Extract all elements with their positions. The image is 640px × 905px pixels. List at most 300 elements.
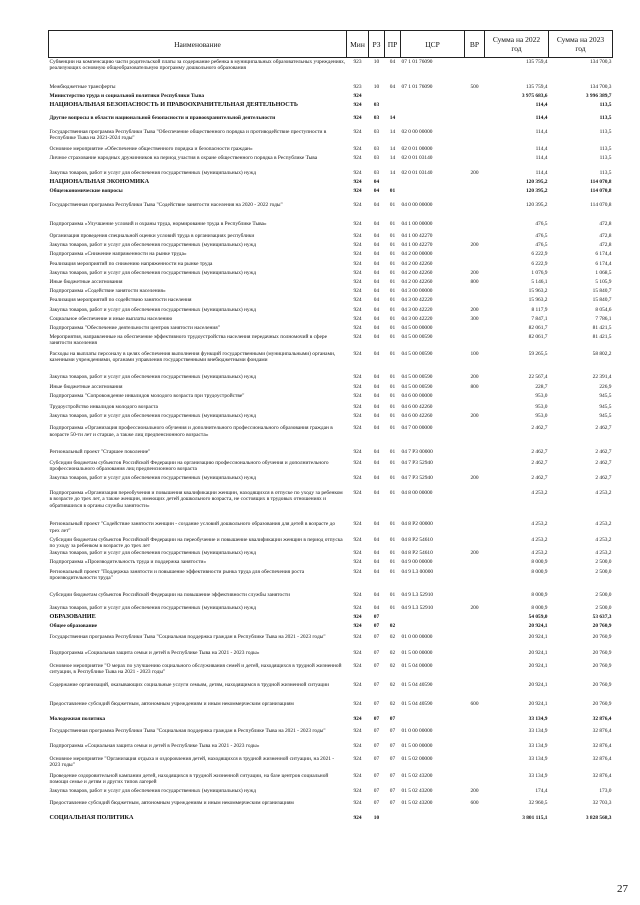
- row-rz: 03: [373, 170, 380, 177]
- table-row: [49, 716, 613, 727]
- row-rz: 04: [373, 251, 380, 258]
- table-row: [49, 727, 613, 742]
- row-name: Субвенции на компенсацию части родительской платы за содержание ребенка в муниципальных образовательных учреждениях, реализующих основную общеобразовательную программу дошкольного образования: [49, 58, 346, 71]
- row-csr: 01 5 04 40590: [401, 701, 433, 708]
- row-sum-2023: 113,5: [599, 170, 612, 177]
- row-pr: [385, 102, 401, 115]
- row-name: Организация проведения специальной оценки условий труда в организациях республики: [49, 233, 255, 240]
- row-name: Общее образование: [49, 623, 98, 630]
- row-rz: 10: [373, 814, 380, 821]
- row-sum-2022: 476,5: [535, 242, 548, 249]
- table-row: [49, 701, 613, 716]
- row-min: 924: [353, 242, 362, 249]
- row-sum-2022: 4 253,2: [531, 490, 548, 497]
- table-row: [49, 251, 613, 260]
- table-row: [49, 306, 613, 315]
- row-sum-2022: 8 000,9: [531, 568, 548, 575]
- row-min: 924: [353, 251, 362, 258]
- table-row: [49, 474, 613, 489]
- row-sum-2023: 32 876,4: [592, 716, 612, 723]
- row-pr: 01: [389, 550, 396, 557]
- row-csr: [401, 179, 465, 188]
- row-sum-2022: 6 222,9: [531, 251, 548, 258]
- row-csr: 01 5 04 40590: [401, 682, 433, 688]
- header-min: Мин: [347, 31, 369, 58]
- row-vr: [465, 260, 485, 269]
- row-vr: [465, 649, 485, 662]
- row-min: 924: [353, 128, 362, 135]
- row-csr: 04 3 00 42220: [401, 297, 433, 304]
- row-sum-2022: 120 395,2: [525, 188, 548, 195]
- row-sum-2023: 81 421,5: [592, 334, 612, 341]
- row-vr: 200: [470, 788, 479, 795]
- table-row: [49, 269, 613, 278]
- row-csr: 04 7 P3 52940: [401, 474, 433, 481]
- row-min: 924: [353, 614, 362, 621]
- row-min: 924: [353, 755, 362, 762]
- table-row: [49, 755, 613, 772]
- table-row: [49, 613, 613, 622]
- row-sum-2023: 2 462,7: [595, 425, 612, 432]
- row-min: 924: [353, 392, 362, 399]
- row-csr: 01 5 02 43200: [401, 799, 433, 806]
- row-min: 924: [353, 220, 362, 227]
- header-name: Наименование: [49, 31, 347, 58]
- row-pr: 01: [389, 404, 396, 411]
- row-csr: 04 3 00 42220: [401, 315, 433, 322]
- row-csr: 04 7 P3 52940: [401, 459, 433, 466]
- row-min: 924: [353, 306, 362, 313]
- row-sum-2023: 81 421,5: [592, 324, 612, 331]
- row-sum-2023: 15 840,7: [592, 288, 612, 295]
- row-csr: 04 5 00 00590: [401, 351, 433, 358]
- row-csr: 01 5 02 43200: [401, 773, 433, 780]
- row-csr: 04 8 P2 00000: [401, 521, 433, 528]
- row-sum-2022: 20 924,1: [528, 649, 548, 656]
- row-vr: [465, 568, 485, 591]
- row-min: 924: [353, 179, 362, 186]
- row-sum-2022: 32 960,5: [528, 799, 548, 806]
- row-sum-2023: 113,5: [599, 128, 612, 135]
- row-pr: 01: [389, 201, 396, 208]
- row-rz: 10: [373, 58, 380, 65]
- row-pr: 01: [389, 334, 396, 341]
- row-sum-2023: 5 105,9: [595, 278, 612, 285]
- row-name: Государственная программа Республики Тыва "Социальная поддержка граждан в Республике Тыва на 2021 - 2023 годы": [49, 634, 326, 641]
- row-pr: [385, 179, 401, 188]
- row-rz: 07: [373, 701, 380, 708]
- table-row: [49, 788, 613, 799]
- row-name: Основное мероприятие «Обеспечение общественного порядка и безопасности граждан»: [49, 145, 253, 152]
- row-sum-2023: 1 068,5: [595, 269, 612, 276]
- row-csr: 04 2 00 00000: [401, 251, 433, 258]
- row-sum-2022: 15 963,2: [528, 297, 548, 304]
- row-rz: 04: [373, 383, 380, 390]
- row-vr: [465, 448, 485, 459]
- row-min: 924: [353, 459, 362, 466]
- row-sum-2022: 8 000,9: [531, 604, 548, 611]
- row-sum-2023: 22 391,4: [592, 374, 612, 381]
- row-sum-2023: 134 700,3: [589, 83, 612, 90]
- row-min: 924: [353, 260, 362, 267]
- row-vr: [465, 521, 485, 536]
- row-vr: [465, 201, 485, 220]
- row-sum-2022: 20 924,1: [528, 701, 548, 708]
- row-csr: 04 2 00 42260: [401, 260, 433, 267]
- row-min: 924: [353, 604, 362, 611]
- row-min: 924: [353, 115, 362, 122]
- row-min: 923: [353, 83, 362, 90]
- row-vr: [465, 220, 485, 232]
- row-csr: 04 7 00 00000: [401, 425, 433, 432]
- row-vr: [465, 490, 485, 521]
- row-rz: 04: [373, 201, 380, 208]
- table-row: [49, 201, 613, 220]
- row-min: 924: [353, 448, 362, 455]
- row-vr: 200: [470, 170, 479, 177]
- row-min: 924: [353, 490, 362, 497]
- row-csr: 04 0 00 00000: [401, 201, 433, 208]
- row-sum-2022: 228,7: [535, 383, 548, 390]
- row-name: Иные бюджетные ассигнования: [49, 278, 123, 285]
- row-vr: [465, 297, 485, 306]
- row-rz: 04: [373, 591, 380, 598]
- row-rz: 04: [373, 521, 380, 528]
- row-vr: [465, 662, 485, 681]
- table-row: [49, 297, 613, 306]
- row-name: Региональный проект "Содействие занятости женщин - создание условий дошкольного образования для детей в возрасте до трех лет": [49, 521, 336, 534]
- row-name: Другие вопросы в области национальной безопасности и правоохранительной деятельности: [49, 115, 276, 122]
- row-vr: 800: [470, 278, 479, 285]
- row-vr: [465, 154, 485, 169]
- row-rz: 07: [373, 682, 380, 688]
- row-min: 924: [353, 288, 362, 295]
- row-rz: 04: [373, 242, 380, 249]
- row-sum-2022: 174,4: [535, 788, 548, 795]
- row-name: Государственная программа Республики Тыва "Социальная поддержка граждан в Республике Тыва на 2021 - 2023 годы": [49, 727, 326, 734]
- row-name: Предоставление субсидий бюджетным, автономным учреждениям и иным некоммерческим организациям: [49, 701, 294, 708]
- row-pr: 07: [389, 755, 396, 762]
- row-min: 924: [353, 425, 362, 432]
- table-row: [49, 383, 613, 392]
- row-name: Подпрограмма «Социальная защита семьи и детей в Республике Тыва на 2021 - 2023 годы»: [49, 742, 260, 749]
- row-csr: [401, 92, 465, 101]
- row-sum-2022: 5 146,1: [531, 278, 548, 285]
- row-sum-2023: 15 840,7: [592, 297, 612, 304]
- row-pr: 01: [389, 559, 396, 566]
- table-row: [49, 260, 613, 269]
- row-csr: 04 9 L3 00000: [401, 568, 434, 575]
- row-rz: 04: [373, 288, 380, 295]
- row-vr: [465, 814, 485, 823]
- row-pr: 14: [389, 154, 396, 161]
- row-min: 924: [353, 814, 362, 821]
- table-row: [49, 773, 613, 788]
- table-row: [49, 242, 613, 251]
- row-pr: 07: [389, 799, 396, 806]
- row-vr: [465, 179, 485, 188]
- row-name: Трудоустройство инвалидов молодого возраста: [49, 404, 158, 411]
- row-csr: 04 5 00 00590: [401, 383, 433, 390]
- row-min: 924: [353, 474, 362, 481]
- row-vr: 200: [470, 413, 479, 420]
- row-csr: 01 5 00 00000: [401, 742, 433, 749]
- row-pr: 02: [389, 623, 396, 630]
- row-min: 924: [353, 550, 362, 557]
- row-rz: 07: [373, 755, 380, 762]
- row-rz: 07: [373, 773, 380, 780]
- row-min: 924: [353, 383, 362, 390]
- row-vr: [465, 102, 485, 115]
- row-csr: [401, 814, 465, 823]
- table-row: [49, 623, 613, 634]
- row-sum-2022: 120 395,2: [525, 201, 548, 208]
- row-name: Региональный проект "Поддержка занятости и повышение эффективности рынка труда для обеспечения роста производительности труда": [49, 568, 305, 581]
- row-rz: 04: [373, 474, 380, 481]
- row-pr: 01: [389, 459, 396, 466]
- row-rz: 04: [373, 188, 380, 195]
- row-pr: 01: [389, 351, 396, 358]
- row-name: Министерство труда и социальной политики Республики Тыва: [49, 92, 205, 99]
- row-csr: [401, 613, 465, 622]
- row-sum-2022: 20 924,1: [528, 682, 548, 688]
- row-sum-2023: 3 996 389,7: [585, 92, 612, 99]
- table-row: [49, 459, 613, 474]
- row-vr: 300: [470, 315, 479, 322]
- row-pr: 01: [389, 374, 396, 381]
- row-rz: 07: [373, 614, 380, 621]
- row-name: Субсидии бюджетам субъектов Российской Федерации на переобучение и повышение квалификации женщин в период отпуска по уходу за ребенком в возрасте до трех лет: [49, 536, 343, 549]
- row-pr: 01: [389, 306, 396, 313]
- table-row: [49, 374, 613, 383]
- row-pr: 02: [389, 682, 396, 688]
- row-sum-2022: 15 963,2: [528, 288, 548, 295]
- row-sum-2023: 32 703,3: [592, 799, 612, 806]
- table-row: [49, 278, 613, 287]
- row-sum-2023: 114 070,8: [590, 179, 612, 186]
- row-sum-2023: 2 462,7: [595, 474, 612, 481]
- row-sum-2023: 20 760,9: [592, 662, 612, 669]
- table-row: [49, 521, 613, 536]
- row-pr: 01: [389, 188, 396, 195]
- row-sum-2022: 476,5: [535, 220, 548, 227]
- row-rz: 03: [373, 102, 380, 109]
- row-csr: [401, 102, 465, 115]
- row-rz: 04: [373, 324, 380, 331]
- row-sum-2022: 4 253,2: [531, 521, 548, 528]
- row-pr: 14: [389, 170, 396, 177]
- row-vr: [465, 459, 485, 474]
- row-sum-2023: 113,5: [599, 154, 612, 161]
- row-rz: 07: [373, 634, 380, 641]
- row-min: 924: [353, 788, 362, 795]
- row-name: НАЦИОНАЛЬНАЯ ЭКОНОМИКА: [49, 178, 150, 186]
- row-csr: 02 0 00 00000: [401, 128, 433, 135]
- table-row: [49, 288, 613, 297]
- row-name: Региональный проект "Старшее поколение": [49, 448, 151, 455]
- row-csr: 04 9 L3 52910: [401, 591, 434, 598]
- row-min: 924: [353, 374, 362, 381]
- row-min: 924: [353, 521, 362, 528]
- row-vr: [465, 128, 485, 145]
- row-sum-2022: 54 059,0: [528, 614, 548, 621]
- table-header-row: [49, 31, 613, 58]
- table-row: [49, 58, 613, 84]
- row-name: Реализация мероприятий по снижению напряженности на рынке труда: [49, 260, 213, 267]
- row-csr: 04 1 00 42270: [401, 242, 433, 249]
- table-row: [49, 448, 613, 459]
- row-min: 923: [353, 58, 362, 65]
- row-pr: 01: [389, 425, 396, 432]
- row-name: Подпрограмма «Производительность труда и поддержка занятости»: [49, 559, 207, 566]
- row-pr: 01: [389, 242, 396, 249]
- row-sum-2022: 114,4: [535, 170, 548, 177]
- row-min: 924: [353, 92, 362, 99]
- row-name: Закупка товаров, работ и услуг для обеспечения государственных (муниципальных) нужд: [49, 269, 257, 276]
- row-min: 924: [353, 404, 362, 411]
- row-rz: 04: [373, 604, 380, 611]
- row-sum-2022: 8 000,9: [531, 559, 548, 566]
- row-name: Иные бюджетные ассигнования: [49, 383, 123, 390]
- table-row: [49, 490, 613, 521]
- row-pr: 01: [389, 278, 396, 285]
- row-min: 924: [353, 201, 362, 208]
- row-sum-2022: 2 462,7: [531, 425, 548, 432]
- row-pr: 14: [389, 128, 396, 135]
- table-row: [49, 145, 613, 154]
- row-pr: 01: [389, 220, 396, 227]
- row-name: Закупка товаров, работ и услуг для обеспечения государственных (муниципальных) нужд: [49, 604, 257, 611]
- row-name: Основное мероприятие "Организация отдыха и оздоровления детей, находящихся в трудной жизненной ситуации, на 2021 - 2023 годы": [49, 755, 335, 769]
- row-pr: 02: [389, 649, 396, 656]
- row-min: 924: [353, 591, 362, 598]
- row-name: Закупка товаров, работ и услуг для обеспечения государственных (муниципальных) нужд: [49, 550, 257, 557]
- row-pr: 07: [389, 773, 396, 780]
- row-rz: 07: [373, 799, 380, 806]
- row-sum-2022: 82 061,7: [528, 334, 548, 341]
- row-sum-2023: 4 253,2: [595, 536, 612, 543]
- row-vr: [465, 58, 485, 84]
- row-sum-2022: 7 847,1: [531, 315, 548, 322]
- row-min: 924: [353, 623, 362, 630]
- row-name: Подпрограмма «Социальная защита семьи и детей в Республике Тыва на 2021 - 2023 годы»: [49, 649, 260, 656]
- row-rz: 04: [373, 392, 380, 399]
- row-sum-2023: 20 760,9: [592, 623, 612, 630]
- row-rz: 04: [373, 306, 380, 313]
- row-sum-2022: 114,4: [535, 115, 548, 122]
- row-sum-2023: 6 174,4: [595, 251, 612, 258]
- row-rz: 04: [373, 220, 380, 227]
- table-row: [49, 559, 613, 568]
- row-sum-2022: 4 253,2: [531, 550, 548, 557]
- row-csr: [401, 623, 465, 634]
- row-sum-2022: 3 801 115,1: [522, 814, 548, 821]
- row-sum-2023: 945,5: [599, 413, 612, 420]
- row-min: 924: [353, 634, 362, 641]
- row-sum-2022: 120 395,2: [525, 179, 548, 186]
- row-name: Закупка товаров, работ и услуг для обеспечения государственных (муниципальных) нужд: [49, 413, 257, 420]
- row-sum-2023: 20 760,9: [592, 634, 612, 641]
- table-row: [49, 649, 613, 662]
- table-row: [49, 83, 613, 92]
- table-row: [49, 634, 613, 649]
- row-sum-2022: 476,5: [535, 233, 548, 240]
- row-sum-2023: 113,5: [599, 102, 612, 109]
- row-pr: 01: [389, 521, 396, 528]
- row-csr: 04 8 P2 54610: [401, 536, 433, 543]
- table-row: [49, 220, 613, 232]
- row-sum-2022: 4 253,2: [531, 536, 548, 543]
- row-vr: [465, 251, 485, 260]
- row-pr: 01: [389, 490, 396, 497]
- row-pr: 01: [389, 413, 396, 420]
- table-row: [49, 681, 613, 700]
- row-csr: 01 5 02 43200: [401, 788, 433, 795]
- row-name: Расходы на выплаты персоналу в целях обеспечения выполнения функций государственными (муниципальными) органами, казенными учреждениями, органами управления государственными внебюджетными фондами: [49, 351, 336, 364]
- row-name: Общеэкономические вопросы: [49, 188, 123, 195]
- row-sum-2022: 20 924,1: [528, 623, 548, 630]
- row-pr: 01: [389, 297, 396, 304]
- row-rz: 04: [373, 459, 380, 466]
- row-name: Подпрограмма «Организация профессионального обучения и дополнительного профессионального образования граждан в возрасте 50-ти лет и старше, а также лиц предпенсионного возраста»: [49, 425, 333, 438]
- row-vr: [465, 392, 485, 403]
- row-pr: 01: [389, 315, 396, 322]
- row-min: 924: [353, 297, 362, 304]
- row-sum-2023: 4 253,2: [595, 490, 612, 497]
- row-name: Закупка товаров, работ и услуг для обеспечения государственных (муниципальных) нужд: [49, 242, 257, 249]
- row-rz: 04: [373, 351, 380, 358]
- budget-table: [48, 30, 613, 823]
- row-rz: 04: [373, 179, 380, 186]
- row-sum-2022: 135 759,4: [525, 83, 548, 90]
- row-min: 924: [353, 662, 362, 669]
- row-pr: 01: [389, 474, 396, 481]
- header-sum-2023: Сумма на 2023 год: [549, 31, 613, 58]
- header-pr: ПР: [385, 31, 401, 58]
- table-row: [49, 814, 613, 823]
- row-csr: 01 0 00 00000: [401, 727, 433, 734]
- row-rz: 04: [373, 334, 380, 341]
- row-csr: 04 2 00 42260: [401, 278, 433, 285]
- row-vr: [465, 773, 485, 788]
- row-sum-2022: 8 117,9: [531, 306, 548, 313]
- row-sum-2023: 2 462,7: [595, 448, 612, 455]
- row-name: Государственная программа Республики Тыва "Обеспечение общественного порядка и противодействие преступности в Республике Тыва на 2021-2024 годы": [49, 128, 327, 141]
- row-min: 924: [353, 799, 362, 806]
- row-vr: 200: [470, 550, 479, 557]
- row-min: 924: [353, 682, 362, 688]
- row-vr: [465, 536, 485, 550]
- row-vr: 200: [470, 242, 479, 249]
- table-row: [49, 188, 613, 201]
- row-rz: 03: [373, 145, 380, 152]
- row-vr: [465, 334, 485, 351]
- row-rz: 04: [373, 448, 380, 455]
- row-name: СОЦИАЛЬНАЯ ПОЛИТИКА: [49, 814, 134, 821]
- row-name: Молодежная политика: [49, 716, 106, 723]
- table-row: [49, 799, 613, 814]
- row-sum-2023: 226,9: [599, 383, 612, 390]
- row-min: 924: [353, 649, 362, 656]
- row-sum-2022: 2 462,7: [531, 459, 548, 466]
- row-rz: 03: [373, 115, 380, 122]
- row-csr: 07 1 01 76090: [401, 58, 433, 65]
- row-sum-2022: 135 759,4: [525, 58, 548, 65]
- row-sum-2022: 953,0: [535, 404, 548, 411]
- row-vr: [465, 623, 485, 634]
- header-sum-2022: Сумма на 2022 год: [485, 31, 549, 58]
- row-sum-2023: 945,5: [599, 392, 612, 399]
